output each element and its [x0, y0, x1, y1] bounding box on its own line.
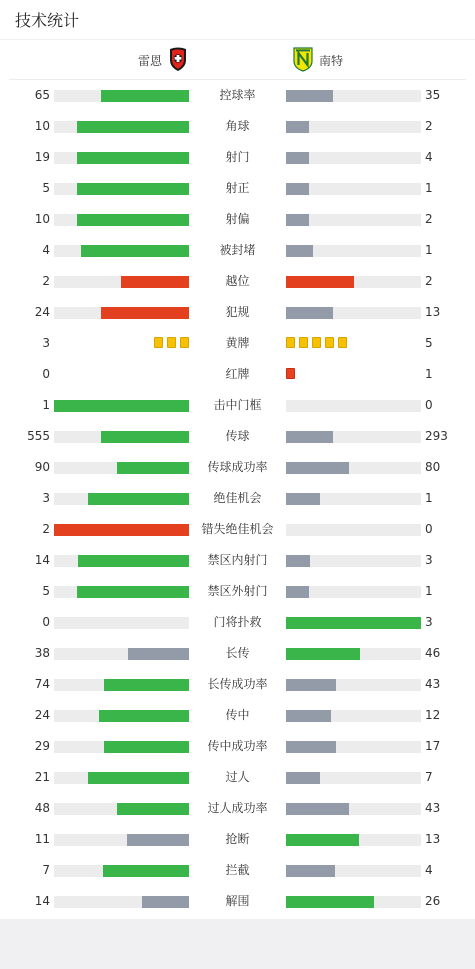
away-stat-value: 3: [425, 553, 433, 567]
yellow-card-icon: [299, 337, 308, 348]
stat-label: 击中门框: [213, 398, 262, 412]
away-stat-bar: [286, 400, 421, 412]
stat-row: [0, 80, 475, 111]
home-stat-bar: [54, 617, 189, 629]
home-stat-bar: [54, 214, 189, 226]
home-stat-value: 14: [34, 894, 50, 908]
home-stat-bar: [54, 896, 189, 908]
stat-label: 黄牌: [225, 336, 250, 350]
stat-label: 禁区内射门: [207, 553, 268, 567]
stat-label: 红牌: [225, 367, 250, 381]
yellow-card-icon: [338, 337, 347, 348]
away-stat-value: 7: [425, 770, 433, 784]
away-stat-bar: [286, 431, 421, 443]
teams-row: [9, 40, 466, 80]
stat-label: 射门: [225, 150, 250, 164]
home-stat-bar-fill: [77, 183, 189, 195]
home-stat-value: 24: [34, 305, 50, 319]
home-stat-bar: [54, 710, 189, 722]
away-stat-bar: [286, 865, 421, 877]
away-stat-bar-fill: [286, 617, 421, 629]
away-stat-bar: [286, 772, 421, 784]
stats-header: [0, 0, 475, 40]
home-stat-bar: [54, 121, 189, 133]
stat-row: [0, 204, 475, 235]
home-stat-value: 29: [34, 739, 50, 753]
home-stat-bar-fill: [101, 90, 189, 102]
away-stat-bar: [286, 214, 421, 226]
away-stat-value: 12: [425, 708, 441, 722]
away-stat-bar-fill: [286, 276, 354, 288]
away-stat-bar-fill: [286, 865, 335, 877]
home-stat-bar: [54, 803, 189, 815]
away-stat-bar: [286, 617, 421, 629]
home-stat-bar-fill: [88, 772, 189, 784]
home-stat-value: 4: [42, 243, 50, 257]
stat-row: [0, 266, 475, 297]
home-stat-bar-fill: [121, 276, 189, 288]
home-stat-value: 10: [34, 212, 50, 226]
away-stat-bar: [286, 896, 421, 908]
home-stat-value: 5: [42, 584, 50, 598]
away-stat-value: 2: [425, 212, 433, 226]
page-title: 技术统计: [15, 11, 80, 30]
stat-row: [0, 700, 475, 731]
stat-label: 越位: [225, 274, 250, 288]
stat-label: 传球成功率: [207, 460, 268, 474]
away-stat-value: 43: [425, 801, 441, 815]
away-stat-bar-fill: [286, 834, 359, 846]
home-stat-value: 10: [34, 119, 50, 133]
away-stat-value: 2: [425, 274, 433, 288]
home-stat-value: 48: [34, 801, 50, 815]
stat-label: 长传: [225, 646, 250, 660]
away-stat-value: 0: [425, 522, 433, 536]
away-stat-bar: [286, 276, 421, 288]
home-stat-value: 21: [34, 770, 50, 784]
away-stat-bar: [286, 679, 421, 691]
away-stat-value: 1: [425, 584, 433, 598]
home-stat-value: 24: [34, 708, 50, 722]
home-stat-bar-fill: [88, 493, 189, 505]
away-stat-value: 26: [425, 894, 441, 908]
stats-list: [0, 80, 475, 917]
stat-row: [0, 421, 475, 452]
home-stat-value: 2: [42, 274, 50, 288]
home-stat-bar: [54, 741, 189, 753]
away-stat-bar-fill: [286, 679, 336, 691]
stat-row: [0, 111, 475, 142]
yellow-card-icon: [167, 337, 176, 348]
away-stat-value: 3: [425, 615, 433, 629]
away-stat-bar: [286, 183, 421, 195]
away-stat-bar-fill: [286, 803, 349, 815]
away-stat-value: 1: [425, 243, 433, 257]
stat-label: 过人成功率: [207, 801, 268, 815]
home-stat-bar: [54, 431, 189, 443]
stat-label: 射偏: [225, 212, 250, 226]
home-stat-value: 555: [27, 429, 50, 443]
away-stat-bar-fill: [286, 307, 333, 319]
away-stat-value: 4: [425, 863, 433, 877]
stat-row: [0, 762, 475, 793]
away-team[interactable]: [293, 47, 343, 73]
yellow-card-icon: [312, 337, 321, 348]
home-team-name: 雷恩: [137, 53, 162, 68]
home-stat-bar: [54, 400, 189, 412]
home-stat-value: 90: [34, 460, 50, 474]
home-stat-bar-fill: [101, 431, 189, 443]
stat-row: [0, 855, 475, 886]
home-stat-bar: [54, 555, 189, 567]
home-stat-bar: [54, 772, 189, 784]
away-team-name: 南特: [319, 53, 344, 68]
yellow-card-icon: [180, 337, 189, 348]
home-stat-bar: [54, 245, 189, 257]
away-stat-value: 46: [425, 646, 441, 660]
stat-label: 抢断: [225, 832, 250, 846]
away-stat-value: 4: [425, 150, 433, 164]
stat-label: 错失绝佳机会: [201, 522, 274, 536]
home-stat-bar-fill: [117, 462, 189, 474]
away-stat-bar: [286, 741, 421, 753]
home-stat-value: 0: [42, 367, 50, 381]
rennes-crest-icon: [168, 46, 188, 75]
stat-row: [0, 793, 475, 824]
home-cards: [154, 337, 189, 348]
home-stat-bar: [54, 586, 189, 598]
away-stat-bar-fill: [286, 648, 360, 660]
stat-label: 传球: [225, 429, 250, 443]
home-stat-bar: [54, 276, 189, 288]
yellow-card-icon: [325, 337, 334, 348]
away-stat-bar: [286, 803, 421, 815]
home-stat-value: 11: [34, 832, 50, 846]
stat-label: 射正: [225, 181, 250, 195]
stat-row: [0, 514, 475, 545]
home-stat-value: 0: [42, 615, 50, 629]
stat-row: [0, 824, 475, 855]
home-stat-bar: [54, 524, 189, 536]
home-stat-bar: [54, 679, 189, 691]
away-stat-bar: [286, 648, 421, 660]
home-stat-bar-fill: [127, 834, 189, 846]
home-stat-value: 7: [42, 863, 50, 877]
away-stat-bar: [286, 121, 421, 133]
home-team[interactable]: [138, 47, 188, 73]
away-stat-value: 35: [425, 88, 441, 102]
stat-row: [0, 669, 475, 700]
stat-label: 被封堵: [219, 243, 256, 257]
stat-label: 解围: [225, 894, 250, 908]
away-stat-bar-fill: [286, 555, 310, 567]
away-cards: [286, 337, 347, 348]
home-stat-bar-fill: [104, 679, 189, 691]
stat-row: [0, 142, 475, 173]
stat-label: 犯规: [225, 305, 250, 319]
stat-label: 绝佳机会: [213, 491, 262, 505]
away-stat-value: 5: [425, 336, 433, 350]
home-stat-bar: [54, 183, 189, 195]
away-stat-bar-fill: [286, 462, 349, 474]
away-stat-bar-fill: [286, 896, 374, 908]
stat-row: [0, 235, 475, 266]
away-stat-bar-fill: [286, 90, 333, 102]
away-stat-bar-fill: [286, 772, 320, 784]
stat-label: 拦截: [225, 863, 250, 877]
yellow-card-icon: [286, 337, 295, 348]
stat-row: [0, 359, 475, 390]
stat-row: [0, 576, 475, 607]
home-stat-value: 19: [34, 150, 50, 164]
stat-row: [0, 886, 475, 917]
away-stat-value: 17: [425, 739, 441, 753]
away-stat-bar: [286, 462, 421, 474]
away-stat-bar: [286, 307, 421, 319]
home-stat-bar-fill: [101, 307, 189, 319]
stat-row: [0, 328, 475, 359]
home-stat-bar-fill: [104, 741, 189, 753]
home-stat-bar-fill: [103, 865, 189, 877]
away-stat-value: 13: [425, 832, 441, 846]
home-stat-value: 1: [42, 398, 50, 412]
nantes-crest-icon: [293, 46, 313, 75]
home-stat-bar-fill: [77, 214, 189, 226]
stat-row: [0, 390, 475, 421]
stat-row: [0, 607, 475, 638]
stat-label: 长传成功率: [207, 677, 268, 691]
home-stat-bar: [54, 152, 189, 164]
away-stat-value: 43: [425, 677, 441, 691]
stat-label: 传中成功率: [207, 739, 268, 753]
away-stat-bar: [286, 524, 421, 536]
home-stat-bar-fill: [54, 400, 189, 412]
red-card-icon: [286, 368, 295, 379]
home-stat-bar-fill: [99, 710, 189, 722]
away-stat-bar: [286, 555, 421, 567]
home-stat-bar-fill: [142, 896, 189, 908]
away-stat-bar: [286, 90, 421, 102]
away-stat-bar-fill: [286, 245, 313, 257]
home-stat-value: 65: [34, 88, 50, 102]
away-stat-value: 13: [425, 305, 441, 319]
away-stat-bar: [286, 834, 421, 846]
stat-row: [0, 483, 475, 514]
away-stat-value: 1: [425, 181, 433, 195]
stat-row: [0, 638, 475, 669]
away-stat-bar: [286, 493, 421, 505]
away-stat-value: 1: [425, 367, 433, 381]
home-stat-bar: [54, 90, 189, 102]
away-stat-bar-fill: [286, 183, 309, 195]
stat-row: [0, 545, 475, 576]
away-stat-bar: [286, 245, 421, 257]
yellow-card-icon: [154, 337, 163, 348]
home-stat-value: 74: [34, 677, 50, 691]
away-cards: [286, 368, 295, 379]
home-stat-bar-fill: [77, 152, 189, 164]
home-stat-bar: [54, 865, 189, 877]
home-stat-bar-fill: [77, 121, 189, 133]
home-stat-bar: [54, 493, 189, 505]
away-stat-value: 80: [425, 460, 441, 474]
stat-label: 禁区外射门: [207, 584, 268, 598]
home-stat-bar: [54, 834, 189, 846]
home-stat-value: 38: [34, 646, 50, 660]
home-stat-value: 2: [42, 522, 50, 536]
stat-row: [0, 173, 475, 204]
away-stat-value: 1: [425, 491, 433, 505]
away-stat-bar-fill: [286, 152, 309, 164]
away-stat-bar-fill: [286, 710, 331, 722]
stat-label: 门将扑救: [213, 615, 262, 629]
away-stat-bar: [286, 152, 421, 164]
stat-label: 过人: [225, 770, 250, 784]
home-stat-bar-fill: [117, 803, 189, 815]
stat-label: 控球率: [219, 88, 256, 102]
home-stat-bar: [54, 462, 189, 474]
stat-label: 角球: [225, 119, 250, 133]
away-stat-bar-fill: [286, 214, 309, 226]
stat-row: [0, 731, 475, 762]
away-stat-bar-fill: [286, 741, 336, 753]
home-stat-value: 5: [42, 181, 50, 195]
away-stat-value: 0: [425, 398, 433, 412]
home-stat-bar-fill: [54, 524, 189, 536]
away-stat-bar-fill: [286, 493, 320, 505]
away-stat-value: 293: [425, 429, 448, 443]
home-stat-value: 3: [42, 491, 50, 505]
home-stat-bar: [54, 307, 189, 319]
stat-label: 传中: [225, 708, 250, 722]
home-stat-value: 3: [42, 336, 50, 350]
home-stat-bar-fill: [128, 648, 189, 660]
away-stat-bar: [286, 586, 421, 598]
home-stat-bar: [54, 648, 189, 660]
stat-row: [0, 297, 475, 328]
home-stat-value: 14: [34, 553, 50, 567]
away-stat-bar: [286, 710, 421, 722]
home-stat-bar-fill: [81, 245, 189, 257]
away-stat-value: 2: [425, 119, 433, 133]
away-stat-bar-fill: [286, 586, 309, 598]
home-stat-bar-fill: [78, 555, 189, 567]
home-stat-bar-fill: [77, 586, 189, 598]
stat-row: [0, 452, 475, 483]
away-stat-bar-fill: [286, 431, 333, 443]
away-stat-bar-fill: [286, 121, 309, 133]
